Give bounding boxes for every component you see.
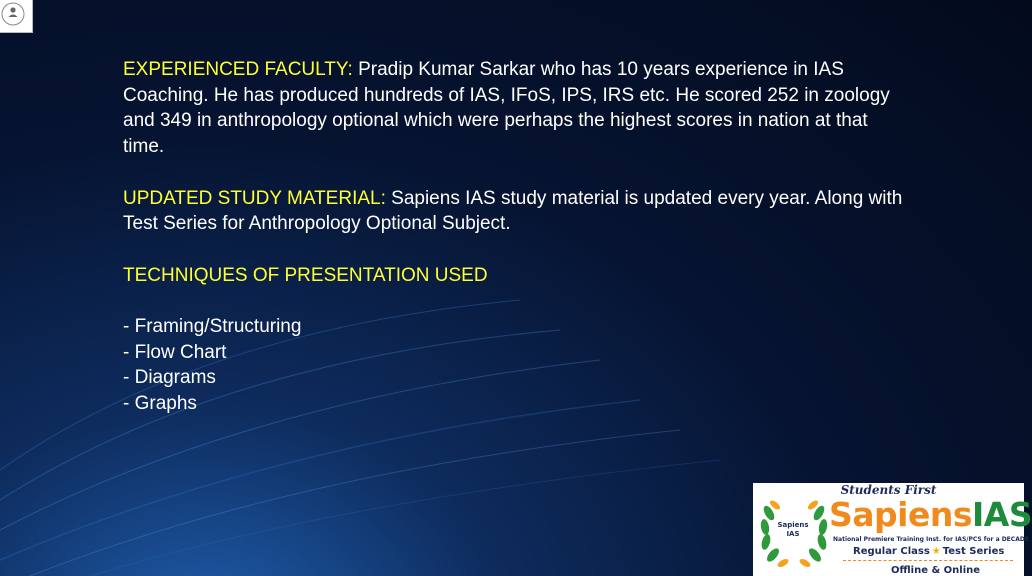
logo-divider (843, 560, 1013, 561)
logo-offerings (853, 546, 1004, 557)
slide-content (123, 57, 913, 417)
logo-tagline: Students First (840, 483, 937, 497)
logo-mode: Offline & Online (891, 565, 981, 576)
test-series-label: Test Series (942, 546, 1005, 557)
list-item: - Graphs (123, 393, 197, 415)
logo-subtitle: National Premiere Training Inst. for IAS/PCS for a DECADE (833, 536, 1029, 543)
experienced-faculty-heading: EXPERIENCED FACULTY: (123, 59, 353, 80)
list-item: - Diagrams (123, 367, 216, 389)
brand-part-ias: IAS (972, 495, 1032, 534)
laurel-label: Sapiens IAS (777, 521, 809, 538)
sapiens-ias-logo (753, 483, 1032, 576)
study-material-text: Sapiens IAS study material is updated every year. Along with Test Series for Anthropology Optional Subject. (123, 187, 903, 235)
study-material-heading: UPDATED STUDY MATERIAL: (123, 187, 386, 209)
study-material-paragraph (123, 186, 913, 237)
brand-part-sapiens: Sapiens (829, 495, 972, 534)
avatar[interactable] (0, 0, 33, 33)
techniques-list (123, 314, 913, 417)
brand-name (829, 495, 1032, 534)
list-item: - Framing/Structuring (123, 315, 302, 337)
regular-class-label: Regular Class (853, 546, 930, 557)
experienced-faculty-paragraph (123, 57, 913, 160)
list-item: - Flow Chart (123, 341, 227, 363)
techniques-heading: TECHNIQUES OF PRESENTATION USED (123, 264, 488, 286)
user-avatar-icon (0, 0, 32, 32)
star-icon: ★ (931, 546, 941, 557)
experienced-faculty-text: Pradip Kumar Sarkar who has 10 years experience in IAS Coaching. He has produced hundreds of IAS, IFoS, IPS, IRS etc. He scored 252 in zoology and 349 in anthropology optional which were perhaps the highest scores in nation at that time. (123, 59, 890, 158)
